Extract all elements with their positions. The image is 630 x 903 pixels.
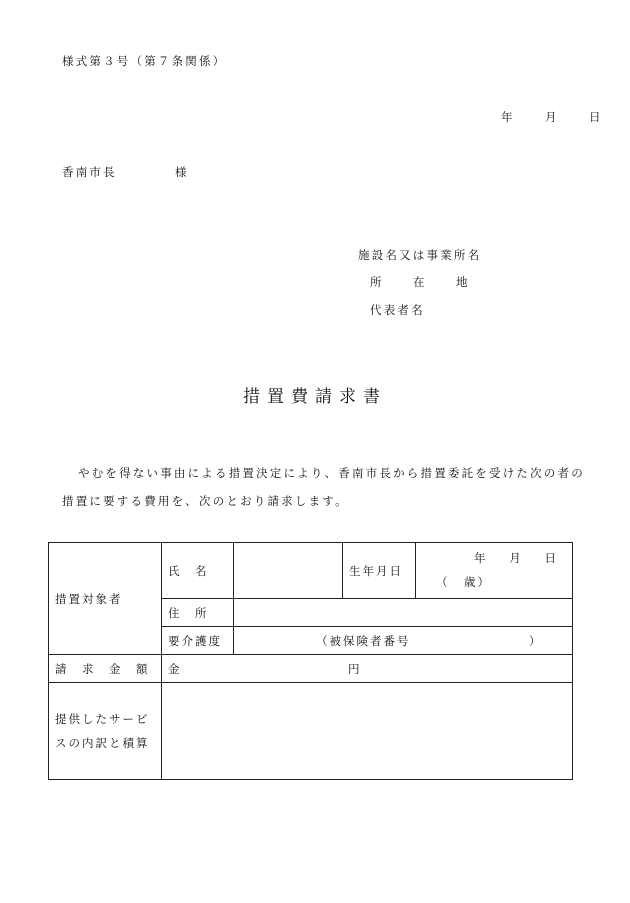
date-year: 年	[501, 110, 515, 124]
insured-number-close: ）	[529, 633, 543, 648]
name-field[interactable]	[234, 543, 343, 599]
location-label: 所 在 地	[370, 275, 478, 289]
age-unit: 歳）	[464, 575, 491, 589]
care-level-label: 要介護度	[162, 627, 234, 655]
facility-name-label: 施設名又は事業所名	[358, 248, 482, 262]
addressee-honorific: 様	[175, 165, 189, 179]
amount-label: 請 求 金 額	[49, 655, 162, 683]
amount-prefix: 金	[168, 661, 182, 676]
representative-label: 代表者名	[370, 303, 425, 317]
service-label	[49, 683, 162, 780]
birth-month: 月	[509, 551, 523, 565]
service-label-line-2: スの内訳と積算	[55, 736, 150, 750]
subject-label: 措置対象者	[49, 543, 162, 655]
addressee-name: 香南市長	[62, 165, 117, 179]
date-month: 月	[545, 110, 559, 124]
document-title: 措置費請求書	[243, 387, 387, 407]
birth-year: 年	[474, 551, 488, 565]
name-label: 氏 名	[162, 543, 234, 599]
birth-day: 日	[544, 551, 558, 565]
addressee	[62, 164, 189, 180]
amount-unit: 円	[348, 661, 362, 676]
insured-number-field[interactable]	[234, 627, 573, 655]
birthdate-label: 生年月日	[343, 543, 416, 599]
date-line	[501, 109, 603, 125]
claim-table	[48, 542, 573, 780]
age-open: （	[436, 575, 450, 589]
service-label-line-1: 提供したサービ	[55, 712, 150, 726]
birthdate-field[interactable]	[416, 543, 573, 599]
body-text-line-1: やむを得ない事由による措置決定により、香南市長から措置委託を受けた次の者の	[78, 466, 585, 480]
amount-field[interactable]	[162, 655, 573, 683]
service-field[interactable]	[162, 683, 573, 780]
date-day: 日	[589, 110, 603, 124]
address-field[interactable]	[234, 599, 573, 627]
form-number: 様式第３号（第７条関係）	[62, 54, 227, 68]
address-label: 住 所	[162, 599, 234, 627]
insured-number-open: （被保険者番号	[316, 633, 411, 648]
body-text-line-2: 措置に要する費用を、次のとおり請求します。	[62, 494, 349, 508]
